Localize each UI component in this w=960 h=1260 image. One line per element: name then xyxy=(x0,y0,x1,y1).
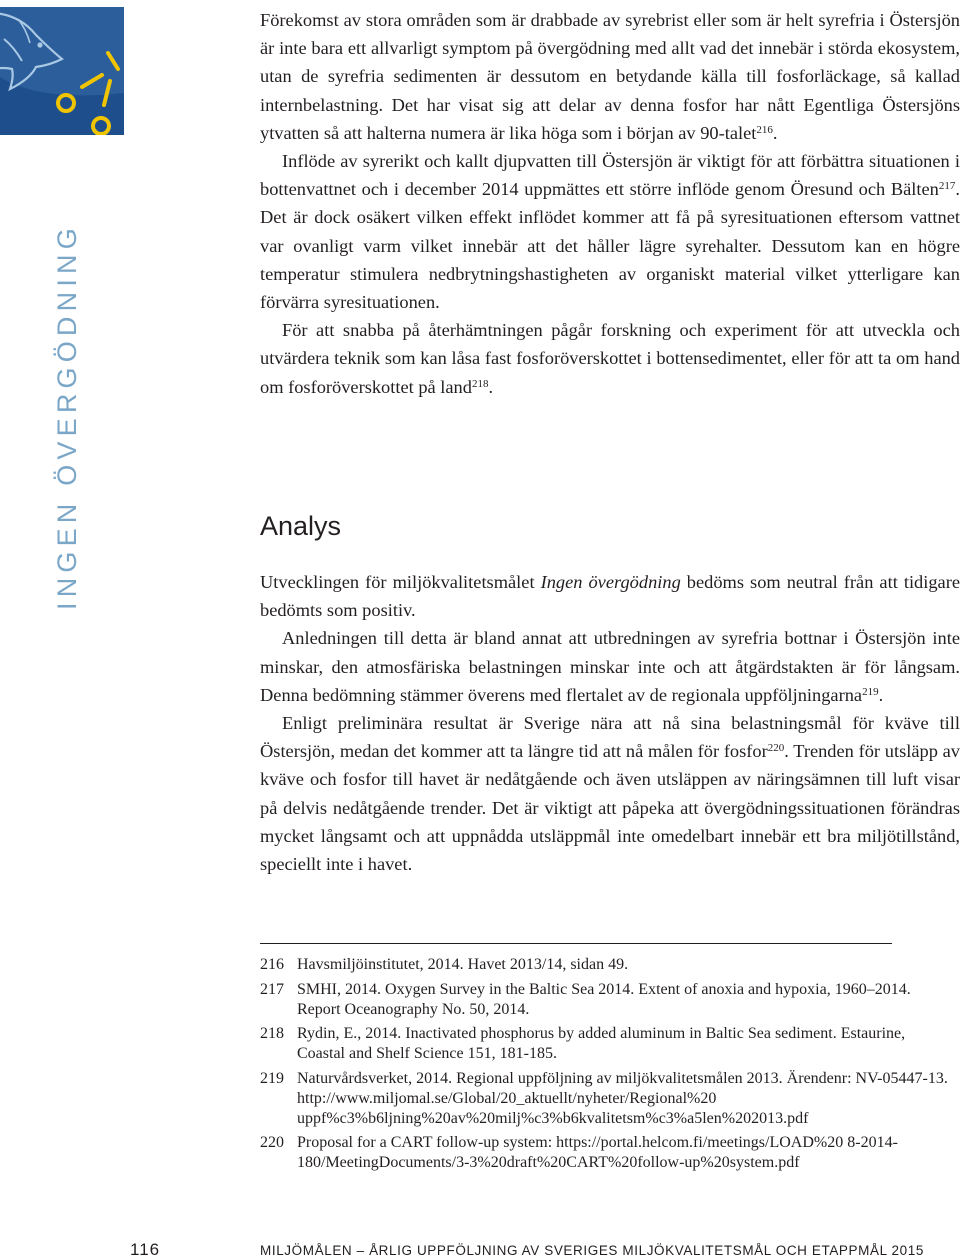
footnote-ref-219[interactable]: 219 xyxy=(862,685,879,698)
footnote xyxy=(260,1024,950,1064)
footnote-ref-220[interactable]: 220 xyxy=(767,742,785,755)
fish-logo-icon xyxy=(0,7,124,135)
page-number: 116 xyxy=(130,1240,161,1259)
footnote xyxy=(260,980,950,1020)
footnote-text: Rydin, E., 2014. Inactivated phosphorus by added aluminum in Baltic Sea sediment. Estaurine, Coastal and Shelf Science 151, 181-185. xyxy=(297,1025,906,1062)
footnote xyxy=(260,955,950,975)
footnote-number: 216 xyxy=(260,956,284,973)
footnote-number: 219 xyxy=(260,1069,284,1087)
footnote-number: 217 xyxy=(260,980,284,998)
paragraph-3: För att snabba på återhämtningen pågår forskning och experiment för att utveckla och utvärdera teknik som kan låsa fast fosforöverskottet i bottensedimentet, eller för att ta om hand om fosforöverskottet på land$^{218}$. xyxy=(260,320,960,397)
footnote xyxy=(260,1133,950,1173)
running-title: MILJÖMÅLEN – ÅRLIG UPPFÖLJNING AV SVERIGES MILJÖKVALITETSMÅL OCH ETAPPMÅL 2015 xyxy=(260,1243,924,1258)
footnote-ref-217[interactable]: 217 xyxy=(938,180,956,193)
body-text xyxy=(260,6,960,401)
footnote-text[interactable]: Proposal for a CART follow-up system: https://portal.helcom.fi/meetings/LOAD%20 8-2014-180/MeetingDocuments/3-3%20draft%20CART%20follow-up%20system.pdf xyxy=(297,1134,898,1171)
footnote-number: 218 xyxy=(260,1025,284,1042)
section-side-label: INGEN ÖVERGÖDNING xyxy=(52,223,82,610)
footnote xyxy=(260,1069,950,1129)
footnotes xyxy=(260,955,950,1178)
footnote-divider xyxy=(260,943,892,944)
analys-text xyxy=(260,568,960,878)
analys-paragraph-2: Anledningen till detta är bland annat att utbredningen av syrefria bottnar i Östersjön inte minskar, den atmosfäriska belastningen minskar inte och att åtgärdstakten är för långsam. Denna bedömning stämmer överens med flertalet av de regionala uppföljningarna$^{219}$. xyxy=(260,628,960,705)
paragraph-1: Förekomst av stora områden som är drabbade av syrebrist eller som är helt syrefria i Östersjön är inte bara ett allvarligt symptom på övergödning med allt vad det innebär i störda ekosystem, utan de syrefria sedimenten är dessutom en betydande källa till fosforläckage, så kallad internbelastning. Det har visat sig att delar av denna fosfor har nått Egentliga Östersjöns ytvatten så att halterna numera är lika höga som i början av 90-talet$^{216}$. xyxy=(260,10,960,143)
paragraph-2: Inflöde av syrerikt och kallt djupvatten till Östersjön är viktigt för att förbättra situationen i bottenvattnet och i december 2014 uppmättes ett större inflöde genom Öresund och Bälten$^{217}$. Det är dock osäkert vilken effekt inflödet kommer att få på syresituationen eftersom vattnet var ovanligt varm vilket innebär att det håller lägre syrehalter. Dessutom kan en högre temperatur stimulera nedbrytningshastigheten av organiskt material vilket ytterligare kan förvärra syresituationen. xyxy=(260,151,960,313)
footnote-text: SMHI, 2014. Oxygen Survey in the Baltic Sea 2014. Extent of anoxia and hypoxia, 1960–2014. Report Oceanography No. 50, 2014. xyxy=(297,980,911,1018)
footnote-text[interactable]: Naturvårdsverket, 2014. Regional uppföljning av miljökvalitetsmålen 2013. Ärendenr: NV-05447-13. http://www.miljomal.se/Global/20_aktuellt/nyheter/Regional%20 uppf%c3%b6ljning%20av%20milj%c3%b6kvalitetsm%c3%a5len%202013.pdf xyxy=(297,1069,948,1127)
section-heading: Analys xyxy=(260,511,342,541)
analys-paragraph-3: Enligt preliminära resultat är Sverige nära att nå sina belastningsmål för kväve till Östersjön, medan det kommer att ta längre tid att nå målen för fosfor$^{220}$. Trenden för utsläpp av kväve och fosfor till havet är nedåtgående och även utsläppen av näringsämnen till luft visar på delvis nedåtgående trender. Det är viktigt att påpeka att övergödningssituationen förändras mycket långsamt och att uppnådda utsläppmål inte omedelbart innebär ett bra miljötillstånd, speciellt inte i havet. xyxy=(260,713,960,875)
footnote-ref-216[interactable]: 216 xyxy=(756,123,773,136)
analys-paragraph-1: Utvecklingen för miljökvalitetsmålet Ingen övergödning bedöms som neutral från att tidigare bedömts som positiv. xyxy=(260,572,960,621)
footnote-ref-218[interactable]: 218 xyxy=(471,377,489,390)
footnote-text: Havsmiljöinstitutet, 2014. Havet 2013/14, sidan 49. xyxy=(297,956,629,973)
footnote-number: 220 xyxy=(260,1134,284,1151)
